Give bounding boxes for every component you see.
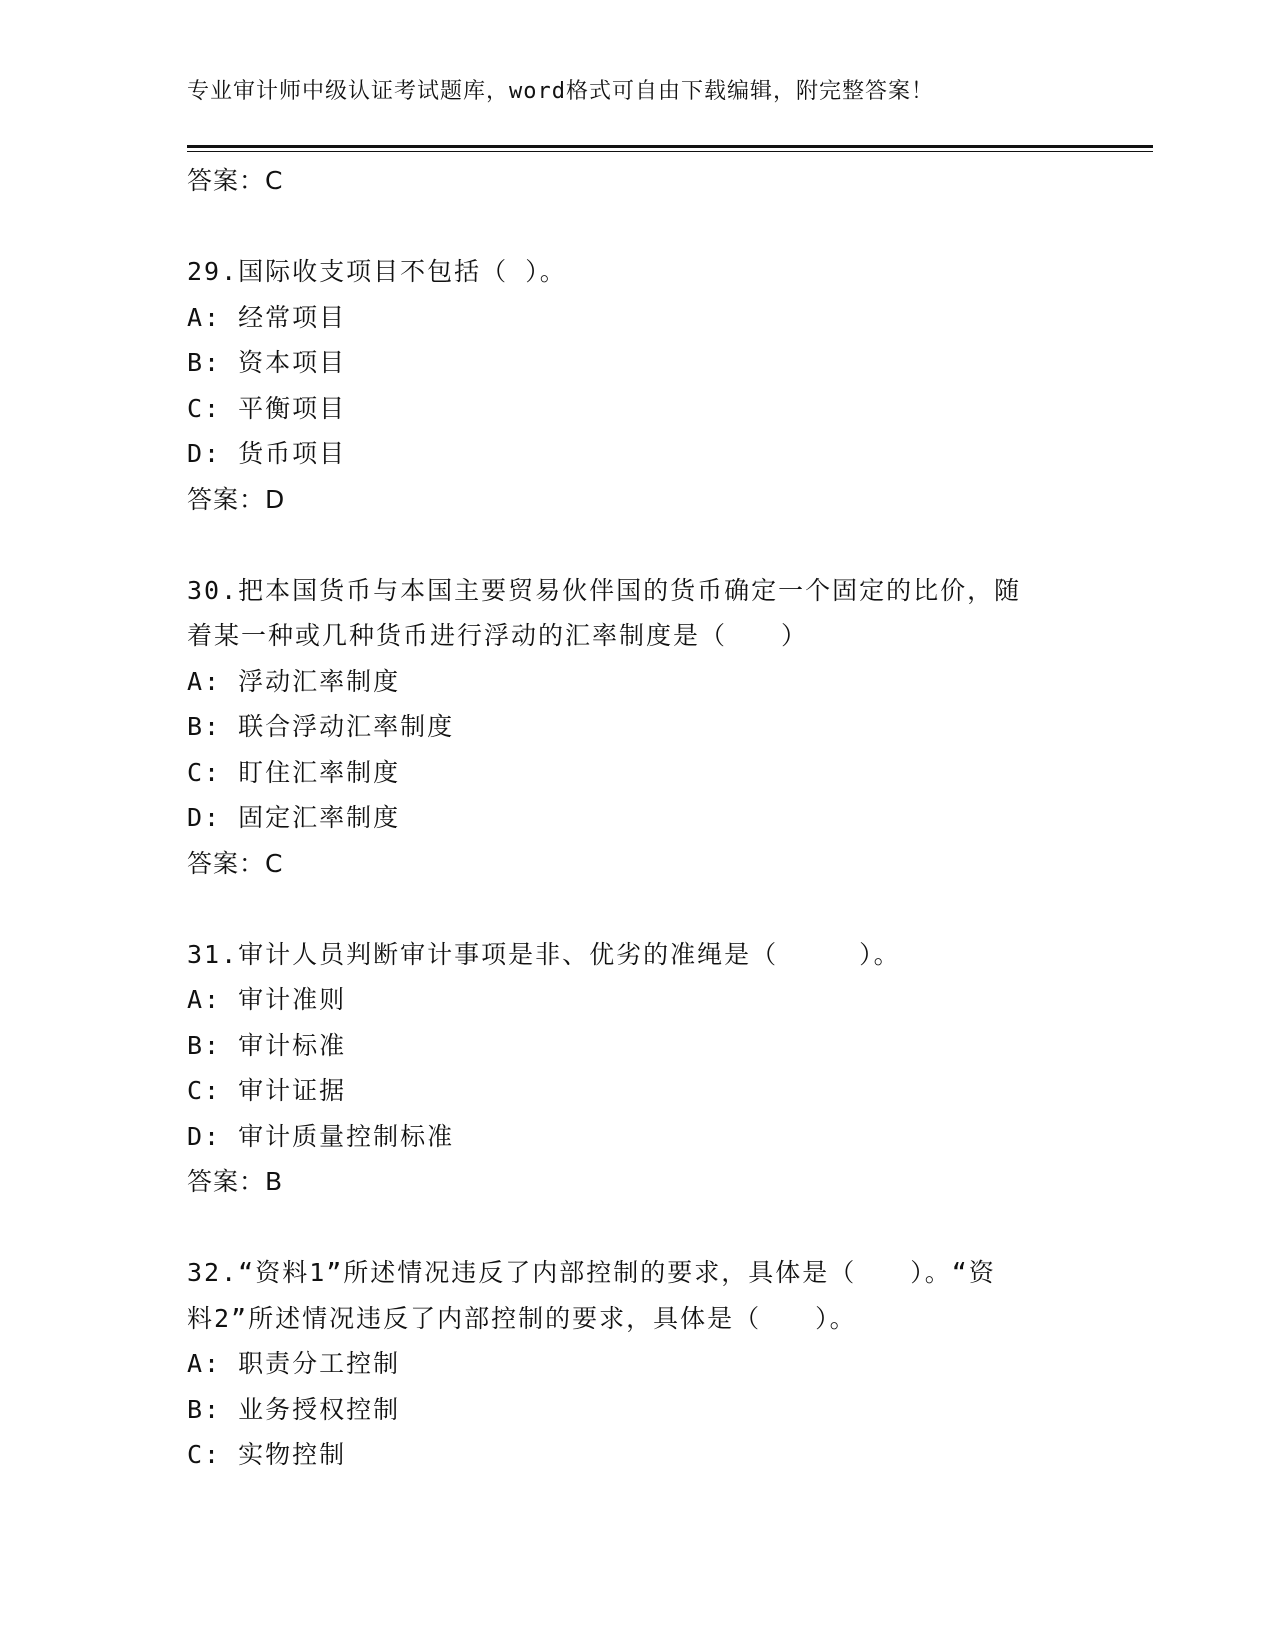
question-text: 30.把本国货币与本国主要贸易伙伴国的货币确定一个固定的比价，随 <box>187 575 1022 605</box>
answer-label: 答案：C <box>187 166 284 195</box>
option-c: C: 审计证据 <box>187 1076 347 1105</box>
header-rule-thin <box>187 151 1153 152</box>
question-text: 31.审计人员判断审计事项是非、优劣的准绳是（ ）。 <box>187 939 901 969</box>
option-d: D: 审计质量控制标准 <box>187 1121 455 1151</box>
option-b: B: 审计标准 <box>187 1030 347 1060</box>
option-d: D: 固定汇率制度 <box>187 803 401 832</box>
answer-label: 答案：D <box>187 484 286 514</box>
question-text: 32.“资料1”所述情况违反了内部控制的要求，具体是（ ）。“资 <box>187 1258 996 1287</box>
spacer <box>187 204 1087 250</box>
option-a: A: 审计准则 <box>187 985 347 1014</box>
option-c: C: 盯住汇率制度 <box>187 757 401 787</box>
spacer <box>187 1205 1087 1251</box>
page-header: 专业审计师中级认证考试题库，word格式可自由下载编辑，附完整答案！ <box>187 79 934 104</box>
option-c: C: 平衡项目 <box>187 393 347 423</box>
option-b: B: 联合浮动汇率制度 <box>187 712 455 741</box>
question-block <box>187 932 1087 1205</box>
header-rule-thick <box>187 145 1153 148</box>
option-c: C: 实物控制 <box>187 1440 347 1469</box>
question-text: 29.国际收支项目不包括（ ）。 <box>187 257 567 286</box>
answer-label: 答案：B <box>187 1167 284 1196</box>
option-d: D: 货币项目 <box>187 439 347 468</box>
spacer <box>187 886 1087 932</box>
option-b: B: 资本项目 <box>187 348 347 377</box>
question-block <box>187 1250 1087 1478</box>
option-a: A: 职责分工控制 <box>187 1349 401 1378</box>
option-a: A: 浮动汇率制度 <box>187 666 401 696</box>
question-text-continued: 着某一种或几种货币进行浮动的汇率制度是（ ） <box>187 621 809 650</box>
question-block <box>187 568 1087 887</box>
answer-label: 答案：C <box>187 848 284 878</box>
spacer <box>187 522 1087 568</box>
option-b: B: 业务授权控制 <box>187 1394 401 1424</box>
option-a: A: 经常项目 <box>187 302 347 332</box>
question-text-continued: 料2”所述情况违反了内部控制的要求，具体是（ ）。 <box>187 1303 857 1333</box>
question-block <box>187 249 1087 522</box>
question-list <box>187 158 1087 1478</box>
